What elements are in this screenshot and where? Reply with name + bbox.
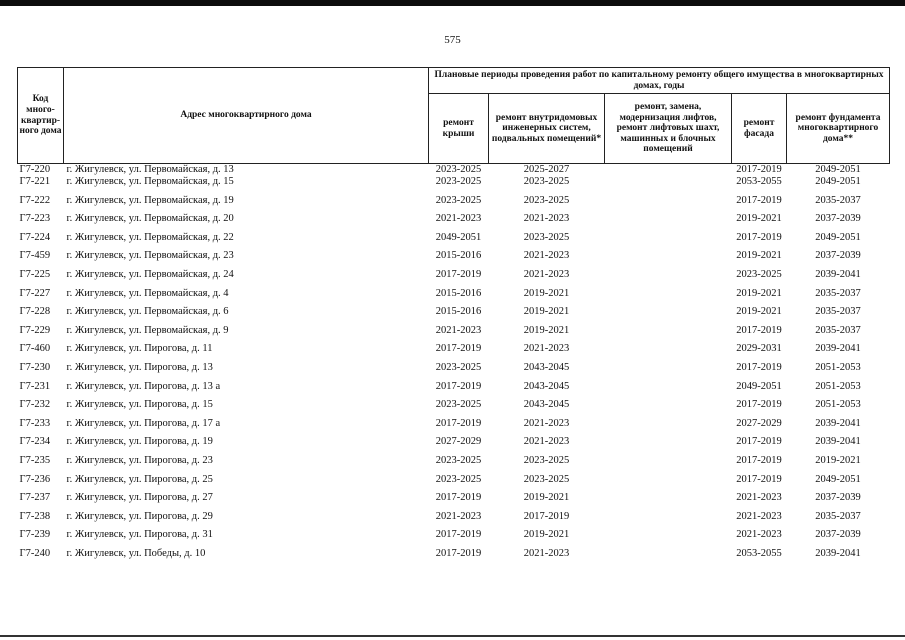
elevators-cell: [605, 269, 732, 288]
facade-repair-cell: 2017-2019: [736, 231, 782, 243]
building-code-cell: Г7-222: [19, 194, 51, 206]
building-code-cell: Г7-229: [19, 324, 51, 336]
table-row: [18, 436, 890, 455]
elevators-cell: [605, 232, 732, 251]
roof-repair-cell: 2023-2025: [435, 454, 482, 466]
building-code-cell: Г7-232: [19, 399, 51, 411]
table-row: [18, 232, 890, 251]
table-row: [18, 455, 890, 474]
roof-repair-cell: 2017-2019: [435, 268, 482, 280]
foundation-repair-cell: 2039-2041: [815, 547, 861, 559]
address-cell: г. Жигулевск, ул. Первомайская, д. 9: [66, 324, 229, 336]
table-row: [18, 418, 890, 437]
facade-repair-cell: 2019-2021: [736, 250, 782, 262]
table-row: [18, 511, 890, 530]
engineering-systems-cell: 2021-2023: [523, 343, 570, 355]
foundation-repair-cell: 2039-2041: [815, 436, 861, 448]
elevators-cell: [605, 250, 732, 269]
engineering-systems-cell: 2023-2025: [523, 454, 570, 466]
facade-repair-cell: 2053-2055: [736, 547, 782, 559]
roof-repair-cell: 2021-2023: [435, 324, 482, 336]
table-row: [18, 343, 890, 362]
building-code-cell: Г7-224: [19, 231, 51, 243]
engineering-systems-cell: 2021-2023: [523, 436, 570, 448]
address-cell: г. Жигулевск, ул. Первомайская, д. 15: [66, 176, 234, 187]
elevators-cell: [605, 343, 732, 362]
table-row: [18, 474, 890, 493]
facade-repair-cell: 2021-2023: [736, 529, 782, 541]
header-roof-repair: ремонт крыши: [429, 94, 489, 164]
roof-repair-cell: 2017-2019: [435, 417, 482, 429]
building-code-cell: Г7-221: [19, 176, 51, 187]
elevators-cell: [605, 325, 732, 344]
foundation-repair-cell: 2049-2051: [815, 231, 861, 243]
roof-repair-cell: 2023-2025: [435, 399, 482, 411]
engineering-systems-cell: 2019-2021: [523, 492, 570, 504]
foundation-repair-cell: 2051-2053: [815, 380, 861, 392]
foundation-repair-cell: 2039-2041: [815, 343, 861, 355]
elevators-cell: [605, 306, 732, 325]
address-cell: г. Жигулевск, ул. Первомайская, д. 20: [66, 213, 234, 225]
header-elevators: ремонт, замена, модернизация лифтов, ремонт лифтовых шахт, машинных и блочных помещений: [605, 94, 732, 164]
elevators-cell: [605, 492, 732, 511]
facade-repair-cell: 2017-2019: [736, 194, 782, 206]
engineering-systems-cell: 2021-2023: [523, 213, 570, 225]
facade-repair-cell: 2019-2021: [736, 306, 782, 318]
table-row: [18, 548, 890, 567]
facade-repair-cell: 2053-2055: [736, 176, 782, 187]
facade-repair-cell: 2017-2019: [736, 454, 782, 466]
elevators-cell: [605, 436, 732, 455]
table-row: [18, 176, 890, 195]
engineering-systems-cell: 2025-2027: [523, 164, 570, 175]
facade-repair-cell: 2019-2021: [736, 213, 782, 225]
building-code-cell: Г7-238: [19, 510, 51, 522]
elevators-cell: [605, 176, 732, 195]
foundation-repair-cell: 2035-2037: [815, 306, 861, 318]
table-row: [18, 381, 890, 400]
address-cell: г. Жигулевск, ул. Первомайская, д. 4: [66, 287, 229, 299]
facade-repair-cell: 2021-2023: [736, 510, 782, 522]
roof-repair-cell: 2023-2025: [435, 176, 482, 187]
facade-repair-cell: 2023-2025: [736, 268, 782, 280]
header-engineering-systems: ремонт внутридомовых инженерных систем, подвальных помещений*: [489, 94, 605, 164]
engineering-systems-cell: 2023-2025: [523, 231, 570, 243]
address-cell: г. Жигулевск, ул. Пирогова, д. 13 а: [66, 380, 221, 392]
elevators-cell: [605, 548, 732, 567]
address-cell: г. Жигулевск, ул. Пирогова, д. 17 а: [66, 417, 221, 429]
address-cell: г. Жигулевск, ул. Пирогова, д. 25: [66, 473, 213, 485]
facade-repair-cell: 2017-2019: [736, 436, 782, 448]
engineering-systems-cell: 2023-2025: [523, 194, 570, 206]
header-address: Адрес многоквартирного дома: [64, 68, 429, 164]
table-row: [18, 164, 890, 177]
building-code-cell: Г7-234: [19, 436, 51, 448]
facade-repair-cell: 2017-2019: [736, 399, 782, 411]
bottom-border-rule: [0, 635, 905, 637]
table-body: [18, 164, 890, 567]
foundation-repair-cell: 2037-2039: [815, 213, 861, 225]
roof-repair-cell: 2023-2025: [435, 473, 482, 485]
facade-repair-cell: 2017-2019: [736, 164, 782, 175]
address-cell: г. Жигулевск, ул. Первомайская, д. 24: [66, 268, 234, 280]
address-cell: г. Жигулевск, ул. Первомайская, д. 19: [66, 194, 234, 206]
roof-repair-cell: 2015-2016: [435, 287, 482, 299]
building-code-cell: Г7-230: [19, 361, 51, 373]
engineering-systems-cell: 2043-2045: [523, 399, 570, 411]
foundation-repair-cell: 2035-2037: [815, 510, 861, 522]
building-code-cell: Г7-235: [19, 454, 51, 466]
header-facade-repair: ремонт фасада: [732, 94, 787, 164]
elevators-cell: [605, 418, 732, 437]
foundation-repair-cell: 2039-2041: [815, 268, 861, 280]
roof-repair-cell: 2021-2023: [435, 213, 482, 225]
elevators-cell: [605, 399, 732, 418]
address-cell: г. Жигулевск, ул. Победы, д. 10: [66, 547, 206, 559]
header-foundation-repair: ремонт фундамента многоквартирного дома**: [787, 94, 890, 164]
facade-repair-cell: 2021-2023: [736, 492, 782, 504]
foundation-repair-cell: 2051-2053: [815, 361, 861, 373]
building-code-cell: Г7-225: [19, 268, 51, 280]
foundation-repair-cell: 2037-2039: [815, 529, 861, 541]
roof-repair-cell: 2023-2025: [435, 164, 482, 175]
elevators-cell: [605, 164, 732, 177]
foundation-repair-cell: 2049-2051: [815, 473, 861, 485]
roof-repair-cell: 2027-2029: [435, 436, 482, 448]
header-building-code: Код много-квартир-ного дома: [18, 68, 64, 164]
address-cell: г. Жигулевск, ул. Пирогова, д. 11: [66, 343, 213, 355]
foundation-repair-cell: 2019-2021: [815, 454, 861, 466]
facade-repair-cell: 2019-2021: [736, 287, 782, 299]
building-code-cell: Г7-236: [19, 473, 51, 485]
capital-repair-table: [17, 67, 890, 566]
roof-repair-cell: 2017-2019: [435, 529, 482, 541]
foundation-repair-cell: 2037-2039: [815, 250, 861, 262]
foundation-repair-cell: 2039-2041: [815, 417, 861, 429]
building-code-cell: Г7-228: [19, 306, 51, 318]
engineering-systems-cell: 2043-2045: [523, 380, 570, 392]
foundation-repair-cell: 2035-2037: [815, 194, 861, 206]
engineering-systems-cell: 2021-2023: [523, 268, 570, 280]
address-cell: г. Жигулевск, ул. Пирогова, д. 31: [66, 529, 213, 541]
table-row: [18, 288, 890, 307]
address-cell: г. Жигулевск, ул. Пирогова, д. 23: [66, 454, 213, 466]
building-code-cell: Г7-233: [19, 417, 51, 429]
engineering-systems-cell: 2019-2021: [523, 529, 570, 541]
engineering-systems-cell: 2023-2025: [523, 176, 570, 187]
table-row: [18, 399, 890, 418]
foundation-repair-cell: 2035-2037: [815, 324, 861, 336]
foundation-repair-cell: 2051-2053: [815, 399, 861, 411]
table-row: [18, 213, 890, 232]
roof-repair-cell: 2017-2019: [435, 380, 482, 392]
address-cell: г. Жигулевск, ул. Пирогова, д. 29: [66, 510, 213, 522]
address-cell: г. Жигулевск, ул. Пирогова, д. 13: [66, 361, 213, 373]
table-row: [18, 306, 890, 325]
address-cell: г. Жигулевск, ул. Первомайская, д. 6: [66, 306, 229, 318]
elevators-cell: [605, 213, 732, 232]
foundation-repair-cell: 2049-2051: [815, 176, 861, 187]
roof-repair-cell: 2015-2016: [435, 306, 482, 318]
roof-repair-cell: 2015-2016: [435, 250, 482, 262]
foundation-repair-cell: 2037-2039: [815, 492, 861, 504]
engineering-systems-cell: 2021-2023: [523, 250, 570, 262]
engineering-systems-cell: 2021-2023: [523, 547, 570, 559]
elevators-cell: [605, 381, 732, 400]
building-code-cell: Г7-223: [19, 213, 51, 225]
table-row: [18, 195, 890, 214]
address-cell: г. Жигулевск, ул. Первомайская, д. 13: [66, 164, 234, 175]
engineering-systems-cell: 2043-2045: [523, 361, 570, 373]
address-cell: г. Жигулевск, ул. Пирогова, д. 27: [66, 492, 213, 504]
table-header: [18, 68, 890, 164]
address-cell: г. Жигулевск, ул. Первомайская, д. 22: [66, 231, 234, 243]
building-code-cell: Г7-231: [19, 380, 51, 392]
facade-repair-cell: 2049-2051: [736, 380, 782, 392]
elevators-cell: [605, 474, 732, 493]
table-row: [18, 269, 890, 288]
engineering-systems-cell: 2019-2021: [523, 306, 570, 318]
header-planned-periods: Плановые периоды проведения работ по капитальному ремонту общего имущества в многоквартирных домах, годы: [429, 68, 890, 94]
foundation-repair-cell: 2049-2051: [815, 164, 861, 175]
building-code-cell: Г7-459: [19, 250, 51, 262]
building-code-cell: Г7-237: [19, 492, 51, 504]
table-row: [18, 250, 890, 269]
engineering-systems-cell: 2019-2021: [523, 287, 570, 299]
building-code-cell: Г7-460: [19, 343, 51, 355]
elevators-cell: [605, 288, 732, 307]
roof-repair-cell: 2017-2019: [435, 547, 482, 559]
building-code-cell: Г7-227: [19, 287, 51, 299]
elevators-cell: [605, 362, 732, 381]
elevators-cell: [605, 529, 732, 548]
facade-repair-cell: 2027-2029: [736, 417, 782, 429]
top-border-rule: [0, 0, 905, 6]
address-cell: г. Жигулевск, ул. Пирогова, д. 19: [66, 436, 213, 448]
table-row: [18, 492, 890, 511]
elevators-cell: [605, 195, 732, 214]
roof-repair-cell: 2017-2019: [435, 492, 482, 504]
elevators-cell: [605, 455, 732, 474]
table-row: [18, 325, 890, 344]
table-row: [18, 529, 890, 548]
elevators-cell: [605, 511, 732, 530]
building-code-cell: Г7-239: [19, 529, 51, 541]
building-code-cell: Г7-220: [19, 164, 51, 175]
facade-repair-cell: 2017-2019: [736, 324, 782, 336]
building-code-cell: Г7-240: [19, 547, 51, 559]
roof-repair-cell: 2049-2051: [435, 231, 482, 243]
facade-repair-cell: 2029-2031: [736, 343, 782, 355]
facade-repair-cell: 2017-2019: [736, 361, 782, 373]
page-number: 575: [444, 34, 461, 46]
engineering-systems-cell: 2019-2021: [523, 324, 570, 336]
table-row: [18, 362, 890, 381]
address-cell: г. Жигулевск, ул. Первомайская, д. 23: [66, 250, 234, 262]
engineering-systems-cell: 2021-2023: [523, 417, 570, 429]
foundation-repair-cell: 2035-2037: [815, 287, 861, 299]
roof-repair-cell: 2017-2019: [435, 343, 482, 355]
address-cell: г. Жигулевск, ул. Пирогова, д. 15: [66, 399, 213, 411]
facade-repair-cell: 2017-2019: [736, 473, 782, 485]
roof-repair-cell: 2023-2025: [435, 194, 482, 206]
engineering-systems-cell: 2017-2019: [523, 510, 570, 522]
roof-repair-cell: 2023-2025: [435, 361, 482, 373]
engineering-systems-cell: 2023-2025: [523, 473, 570, 485]
roof-repair-cell: 2021-2023: [435, 510, 482, 522]
